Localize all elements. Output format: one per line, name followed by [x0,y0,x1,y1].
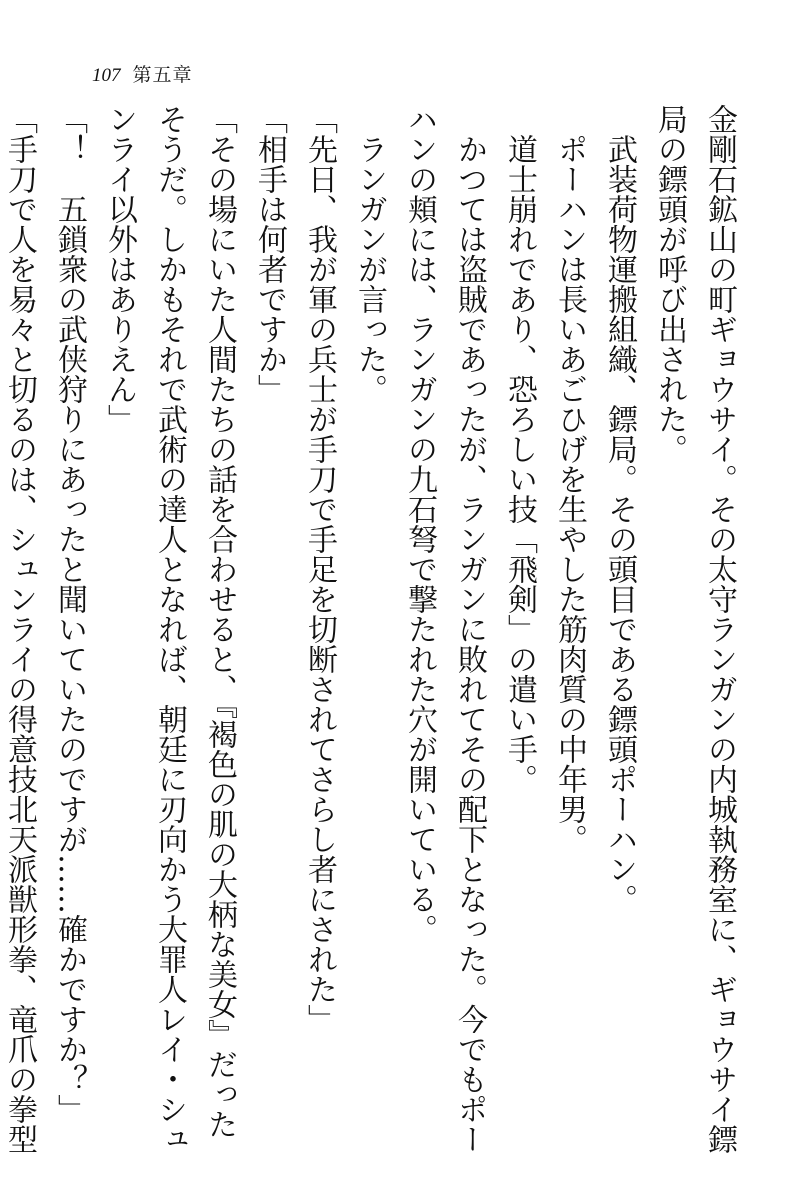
paragraph: ポーハンは長いあごひげを生やした筋肉質の中年男。 [552,134,587,854]
chapter-title: 第五章 [132,65,193,86]
page-header [92,64,193,88]
paragraph: ランガンが言った。 [352,134,387,404]
dialogue-line: 「相手は何者ですか」 [252,104,287,404]
paragraph: 武装荷物運搬組織、鏢局。その頭目である鏢頭ポーハン。 [602,134,637,914]
dialogue-line: 「先日、我が軍の兵士が手刀で手足を切断されてさらし者にされた」 [302,104,337,1034]
dialogue-line: 「手刀で人を易々と切るのは、シュンライの得意技北天派獣形拳、竜爪の拳型 [2,104,37,1154]
paragraph: 金剛石鉱山の町ギョウサイ。その太守ランガンの内城執務室に、ギョウサイ鏢局の鏢頭が呼び出された。 [652,104,737,1154]
page-number: 107 [92,65,121,86]
paragraph: かつては盗賊であったが、ランガンに敗れてその配下となった。今でもポーハンの頬には、ランガンの九石弩で撃たれた穴が開いている。 [402,104,487,1154]
dialogue-line: 「！ 五鎖衆の武侠狩りにあったと聞いていたのですが……確かですか？」 [52,104,87,1124]
dialogue-line: 「その場にいた人間たちの話を合わせると、『褐色の肌の大柄な美女』だったそうだ。しかもそれで武術の達人となれば、朝廷に刃向かう大罪人レイ・シュンライ以外はありえん」 [102,104,237,1154]
vertical-body-text [2,104,744,1159]
paragraph: 道士崩れであり、恐ろしい技「飛剣」の遣い手。 [502,134,537,794]
